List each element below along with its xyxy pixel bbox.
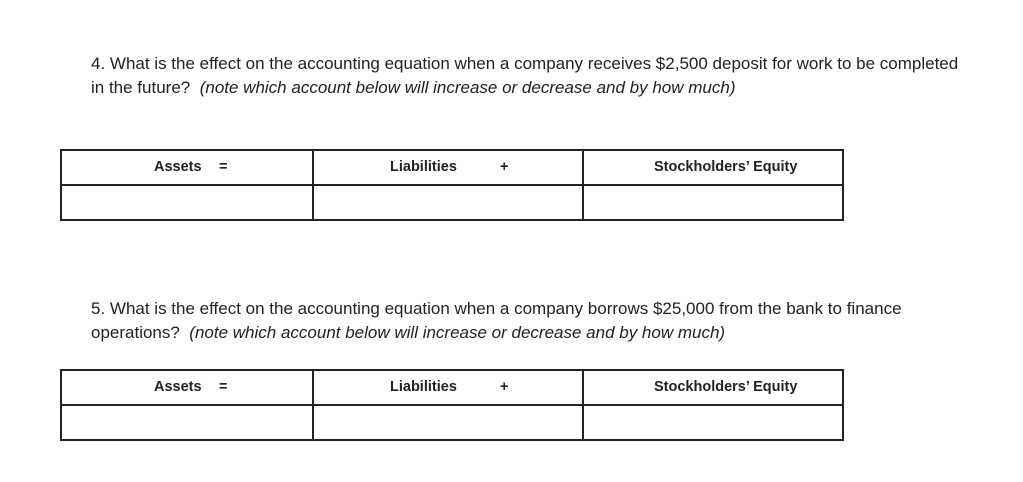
liabilities-header-cell: [313, 370, 583, 405]
question-4: [91, 52, 971, 100]
equity-answer-cell[interactable]: [583, 185, 843, 220]
assets-label: Assets: [154, 159, 202, 175]
liabilities-header-cell: [313, 150, 583, 185]
equity-answer-cell[interactable]: [583, 405, 843, 440]
question-5-text: 5. What is the effect on the accounting equation when a company borrows $25,000 from the bank to finance operations?: [91, 299, 902, 342]
equity-header-cell: [583, 370, 843, 405]
question-5: [91, 297, 971, 345]
equity-header-cell: [583, 150, 843, 185]
question-5-note: (note which account below will increase or decrease and by how much): [189, 323, 726, 342]
equity-label: Stockholders’ Equity: [654, 379, 798, 395]
answer-row: [61, 185, 843, 220]
assets-answer-cell[interactable]: [61, 185, 313, 220]
question-4-note: (note which account below will increase or decrease and by how much): [199, 78, 736, 97]
equity-label: Stockholders’ Equity: [654, 159, 798, 175]
assets-header-cell: [61, 370, 313, 405]
assets-header-cell: [61, 150, 313, 185]
plus-sign: +: [500, 379, 509, 395]
equation-header-row: [61, 150, 843, 185]
equals-sign: =: [219, 159, 228, 175]
liabilities-label: Liabilities: [390, 379, 457, 395]
liabilities-answer-cell[interactable]: [313, 405, 583, 440]
plus-sign: +: [500, 159, 509, 175]
answer-row: [61, 405, 843, 440]
assets-label: Assets: [154, 379, 202, 395]
equation-table-5: [60, 369, 844, 441]
question-4-text: 4. What is the effect on the accounting equation when a company receives $2,500 deposit for work to be completed in the future?: [91, 54, 959, 97]
equation-header-row: [61, 370, 843, 405]
liabilities-label: Liabilities: [390, 159, 457, 175]
equals-sign: =: [219, 379, 228, 395]
equation-table-4: [60, 149, 844, 221]
liabilities-answer-cell[interactable]: [313, 185, 583, 220]
assets-answer-cell[interactable]: [61, 405, 313, 440]
